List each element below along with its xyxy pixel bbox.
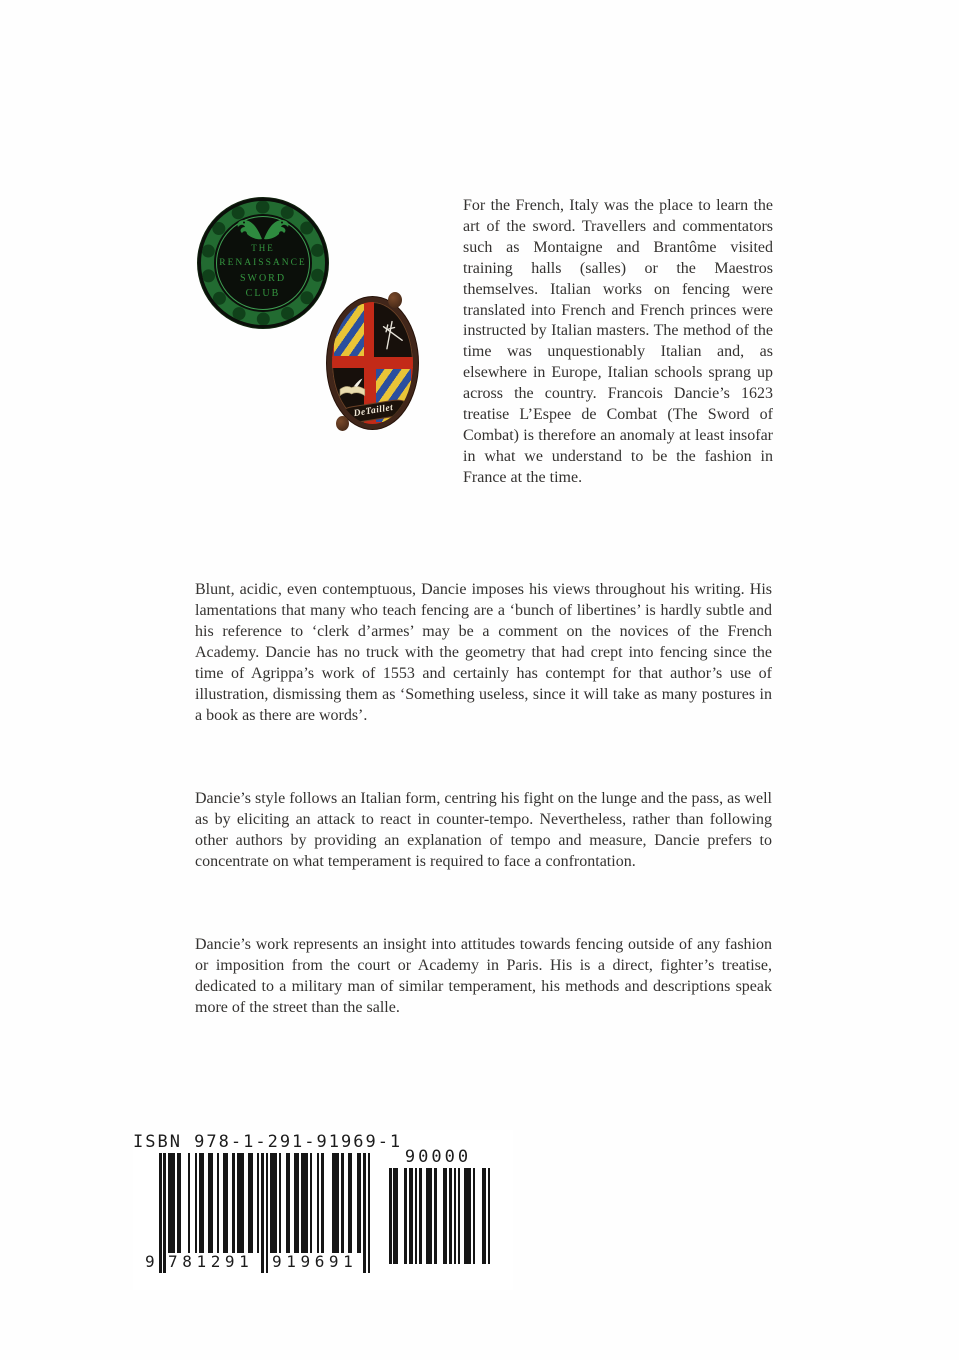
club-logo-line: CLUB xyxy=(245,288,281,300)
renaissance-sword-club-logo xyxy=(198,198,328,328)
crest-motto-banner: DeTaillet xyxy=(336,397,411,425)
crest-cross-horizontal xyxy=(332,357,413,368)
body-paragraph-3: Dancie’s work represents an insight into attitudes towards fencing outside of any fashion or imposition from the court or Academy in Paris. His is a direct, fighter’s treatise, dedicated to a military man of similar temperament, his methods and descriptions speak more of the street than the salle. xyxy=(195,936,772,1016)
barcode-digit-group1: 781291 xyxy=(168,1252,254,1271)
detaillet-crest-logo xyxy=(327,297,418,429)
intro-paragraph: For the French, Italy was the place to learn the art of the sword. Travellers and commentators such as Montaigne and Brantôme visited training halls (salles) or the Maestros themselves. Italian works on fencing were translated into French and French princes were instructed by Italian masters. The method of the time was unquestionably Italian and, as elsewhere in Europe, Italian schools sprang up across the country. Francois Dancie’s 1623 treatise L’Espee de Combat (The Sword of Combat) is therefore an anomaly at least insofar in what we understand to be the fashion in France at the time. xyxy=(463,197,773,486)
crest-scroll-flourish xyxy=(388,292,402,308)
twin-dragons-icon xyxy=(231,215,295,241)
body-paragraph-1: Blunt, acidic, even contemptuous, Dancie imposes his views throughout his writing. His lamentations that many who teach fencing are a ‘bunch of libertines’ is hardly subtle and his reference to ‘clerk d’armes’ may be a comment on the novices of the French Academy. Dancie has no truck with the geometry that had crept into fencing since the time of Agrippa’s work of 1553 and certainly has contempt for that author’s use of illustration, dismissing them as ‘Something useless, since it will take as many postures in a book as there are words’. xyxy=(195,581,772,724)
ean13-barcode xyxy=(145,1153,371,1273)
crest-scroll-flourish xyxy=(336,416,349,431)
club-logo-text xyxy=(198,242,328,302)
barcode-digit-group2: 919691 xyxy=(272,1252,358,1271)
isbn-barcode xyxy=(133,1130,513,1290)
supplement-price-code: 90000 xyxy=(404,1147,472,1167)
body-paragraph-2: Dancie’s style follows an Italian form, centring his fight on the lunge and the pass, as well as by eliciting an attack to react in counter-tempo. Nevertheless, rather than following other authors by providing an explanation of tempo and measure, Dancie prefers to concentrate on what temperament is required to face a confrontation. xyxy=(195,790,772,870)
crossed-swords-icon xyxy=(375,312,409,358)
isbn-number-label: ISBN 978-1-291-91969-1 xyxy=(133,1132,403,1152)
club-logo-line: THE xyxy=(251,243,275,253)
ean5-supplement-barcode xyxy=(387,1168,489,1264)
barcode-digit-first: 9 xyxy=(145,1252,155,1271)
club-logo-line: SWORD xyxy=(239,272,287,284)
club-logo-line: RENAISSANCE xyxy=(219,257,307,268)
crest-quarter-stripes-tl xyxy=(332,302,366,358)
open-book-quill-icon xyxy=(337,369,368,408)
